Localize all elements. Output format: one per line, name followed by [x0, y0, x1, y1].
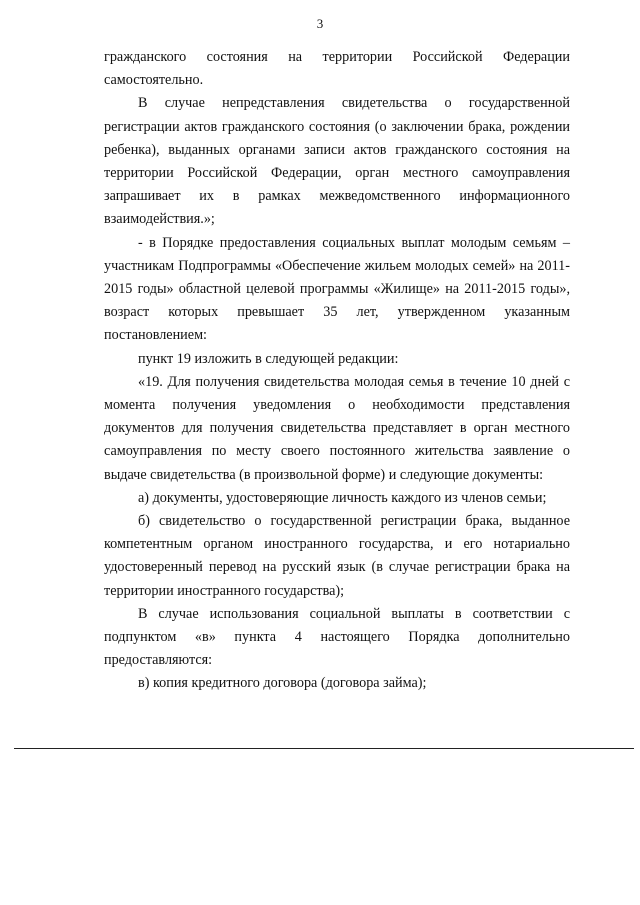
document-body — [104, 46, 570, 696]
paragraph-additional-docs: В случае использования социальной выплаты в соответствии с подпунктом «в» пункта 4 настоящего Порядка дополнительно предоставляются: — [104, 605, 570, 669]
paragraph-procedure-amendment: - в Порядке предоставления социальных выплат молодым семьям – участникам Подпрограммы «Обеспечение жильем молодых семей» на 2011-2015 годы» областной целевой программы «Жилище» на 2011-2015 годы», возраст которых превышает 35 лет, утвержденном указанным постановлением: — [104, 234, 570, 344]
list-item-a: а) документы, удостоверяющие личность каждого из членов семьи; — [138, 489, 547, 506]
footer-divider — [14, 748, 634, 749]
paragraph-continuation: гражданского состояния на территории Российской Федерации самостоятельно. — [104, 49, 570, 89]
list-item-v: в) копия кредитного договора (договора займа); — [138, 675, 427, 692]
paragraph-point-19: «19. Для получения свидетельства молодая семья в течение 10 дней с момента получения уведомления о необходимости представления документов для получения свидетельства представляет в орган местного самоуправления по месту своего постоянного жительства заявление о выдаче свидетельства (в произвольной форме) и следующие документы: — [104, 373, 570, 483]
paragraph-certificate-request: В случае непредставления свидетельства о государственной регистрации актов гражданского состояния (о заключении брака, рождении ребенка), выданных органами записи актов гражданского состояния на территории Российской Федерации, орган местного самоуправления запрашивает их в рамках межведомственного информационного взаимодействия.»; — [104, 95, 570, 228]
paragraph-point-19-intro: пункт 19 изложить в следующей редакции: — [138, 350, 399, 367]
page-number: 3 — [316, 16, 324, 31]
list-item-b: б) свидетельство о государственной регистрации брака, выданное компетентным органом иностранного государства, и его нотариально удостоверенный перевод на русский язык (в случае регистрации брака на территории иностранного государства); — [104, 513, 570, 599]
